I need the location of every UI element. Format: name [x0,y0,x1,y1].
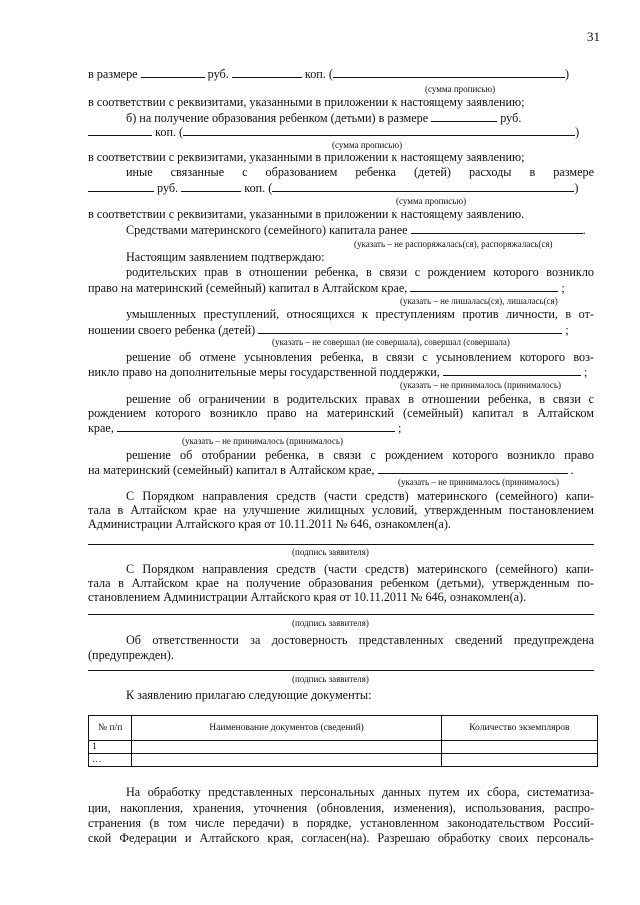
table-header-row [89,716,598,741]
hint-amount-words: (сумма прописью) [425,84,496,94]
removal-field[interactable] [378,462,568,474]
hint: (указать – не принималось (принималось) [182,436,343,446]
text-line: решение об отобрании ребенка, в связи с рождением которого возникло право [126,448,594,462]
row-number: … [89,754,132,767]
text-line: С Порядком направления средств (части средств) материнского (семейного) капи- [126,489,594,503]
other-amount-line: руб. коп. ( ) [88,180,578,195]
adoption-field[interactable] [443,364,581,376]
other-words-field[interactable] [272,180,574,192]
adoption-line: никло право на дополнительные меры государственной поддержки, ; [88,365,588,379]
crimes-field[interactable] [258,322,562,334]
text-line: решение об ограничении в родительских правах в отношении ребенка, в связи с [126,392,594,406]
text-line: родительских прав в отношении ребенка, в связи с рождением которого возникло [126,265,594,279]
text-line: ции, накопления, хранения, уточнения (обновления, изменения), использования, распро- [88,801,594,815]
education-words-field[interactable] [183,124,575,136]
text-line: Настоящим заявлением подтверждаю: [126,250,325,264]
col-number-header: № п/п [89,716,132,741]
signature-hint: (подпись заявителя) [292,674,369,684]
amount-words-field[interactable] [333,66,565,78]
text-line: иные связанные с образованием ребенка (детей) расходы в размере [126,165,594,179]
removal-line: на материнский (семейный) капитал в Алтайском крае, . [88,463,574,477]
signature-hint: (подпись заявителя) [292,547,369,557]
restriction-field[interactable] [117,420,395,432]
capital-used-field[interactable] [411,222,583,234]
signature-line[interactable] [88,670,594,671]
page-number: 31 [587,29,600,44]
capital-used-line: Средствами материнского (семейного) капитала ранее . [126,223,586,237]
text-line: С Порядком направления средств (части средств) материнского (семейного) капи- [126,562,594,576]
rub-field[interactable] [141,66,205,78]
attachments-heading: К заявлению прилагаю следующие документы: [126,688,372,702]
education-kop-field[interactable] [88,124,152,136]
row-count[interactable] [441,754,597,767]
parental-rights-line: право на материнский (семейный) капитал в Алтайском крае, ; [88,281,565,295]
text-line: решение об отмене усыновления ребенка, в связи с усыновлением которого воз- [126,350,594,364]
amount-line-1: в размере руб. коп. ( ) [88,67,570,81]
signature-hint: (подпись заявителя) [292,618,369,628]
hint-amount-words: (сумма прописью) [396,196,467,206]
other-kop-field[interactable] [181,180,241,192]
text-line: странения (в том числе передачи) в порядке, установленном законодательством Россий- [88,816,594,830]
col-count-header: Количество экземпляров [441,716,597,741]
education-rub-field[interactable] [431,110,497,122]
row-count[interactable] [441,741,597,754]
hint: (указать – не принималось (принималось) [400,380,561,390]
text-line: Об ответственности за достоверность представленных сведений предупреждена [126,633,594,647]
hint: (указать – не принималось (принималось) [398,477,559,487]
row-name[interactable] [132,754,441,767]
table-row[interactable] [89,741,598,754]
text-line: умышленных преступлений, относящихся к преступлениям против личности, в от- [126,307,594,321]
table-row[interactable] [89,754,598,767]
signature-line[interactable] [88,614,594,615]
hint: (указать – не совершал (не совершала), совершал (совершала) [272,337,510,347]
crimes-line: ношении своего ребенка (детей) ; [88,323,569,337]
text-line: ской Федерации и Алтайского края, согласен(на). Разрешаю обработку своих персональ- [88,831,594,845]
signature-line[interactable] [88,544,594,545]
text-line: становлением Администрации Алтайского края от 10.11.2011 № 646, ознакомлен(а). [88,590,527,604]
text-line: в соответствии с реквизитами, указанными в приложении к настоящему заявлению. [88,207,525,221]
text-line: рождением которого возникло право на материнский (семейный) капитал в Алтайском [88,406,594,420]
text-line: в соответствии с реквизитами, указанными в приложении к настоящему заявлению; [88,150,525,164]
hint-amount-words: (сумма прописью) [332,140,403,150]
text-line: в соответствии с реквизитами, указанными в приложении к настоящему заявлению; [88,95,525,109]
text-line: тала в Алтайском крае на улучшение жилищных условий, утвержденным постановлением [88,503,594,517]
text-line: Администрации Алтайского края от 10.11.2011 № 646, ознакомлен(а). [88,517,451,531]
documents-table [88,715,598,767]
col-name-header: Наименование документов (сведений) [132,716,441,741]
hint: (указать – не лишалась(ся), лишалась(ся) [400,296,558,306]
restriction-line: крае, ; [88,421,402,435]
kop-field[interactable] [232,66,302,78]
text-line: На обработку представленных персональных данных путем их сбора, систематиза- [126,785,594,799]
text-line: (предупрежден). [88,648,174,662]
row-number: 1 [89,741,132,754]
parental-rights-field[interactable] [410,280,558,292]
row-name[interactable] [132,741,441,754]
other-rub-field[interactable] [88,180,154,192]
education-amount-line: б) на получение образования ребенком (детьми) в размере руб. [126,111,522,125]
text-line: тала в Алтайском крае на получение образования ребенком (детьми), утвержденным по- [88,576,594,590]
education-kop-line: коп. ( ) [88,124,579,139]
hint: (указать – не распоряжалась(ся), распоряжалась(ся) [354,239,553,249]
